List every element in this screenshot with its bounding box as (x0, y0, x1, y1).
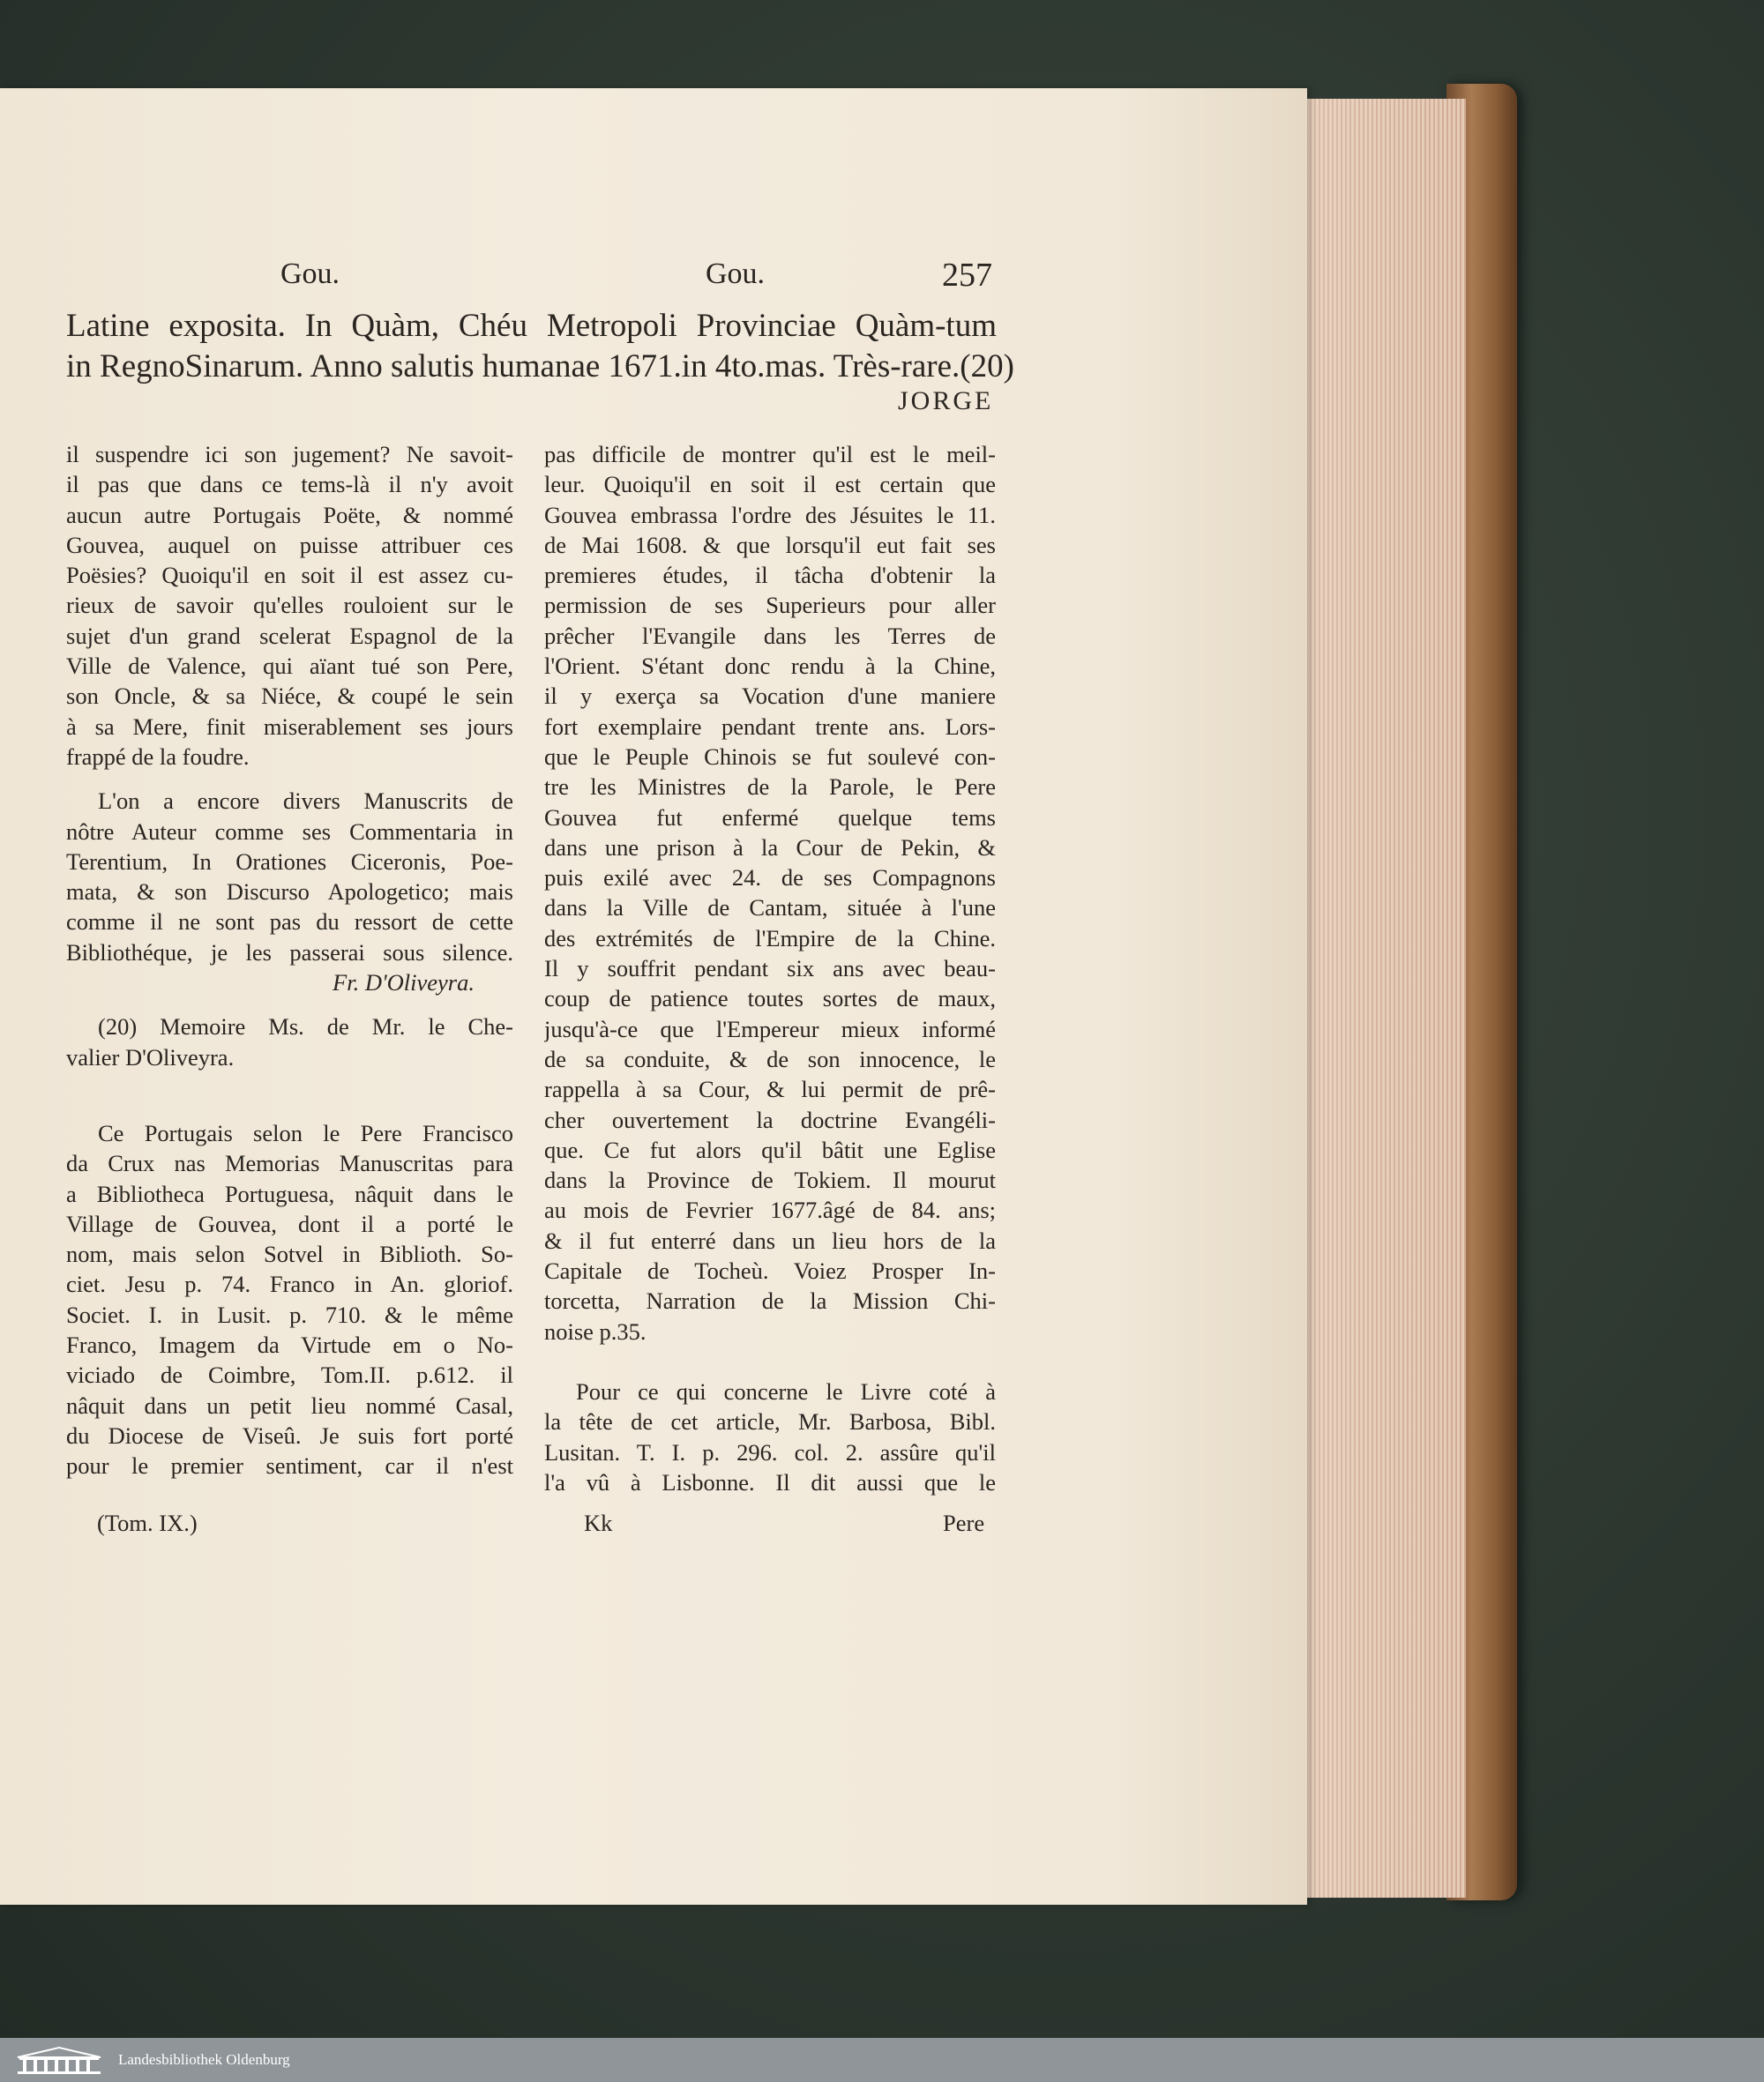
text-line: mata, & son Discurso Apologetico; mais (66, 878, 513, 906)
left-column (66, 439, 513, 1481)
text-line: cher ouvertement la doctrine Evangéli- (544, 1106, 996, 1133)
text-line: Terentium, In Orationes Ciceronis, Poe- (66, 847, 513, 875)
text-line: Poësies? Quoiqu'il en soit il est assez cu- (66, 562, 513, 589)
library-footer-bar (0, 2038, 1764, 2082)
text-line: nôtre Auteur comme ses Commentaria in (66, 817, 513, 845)
footnote-line: valier D'Oliveyra. (66, 1043, 235, 1071)
catchword-top: JORGE (898, 386, 994, 415)
signature-mark: Kk (584, 1510, 613, 1536)
text-line: L'on a encore divers Manuscrits de (98, 787, 513, 815)
text-line: il y exerça sa Vocation d'une maniere (544, 683, 996, 710)
text-line: a Bibliotheca Portuguesa, nâquit dans le (66, 1180, 513, 1207)
text-line: Village de Gouvea, dont il a porté le (66, 1210, 513, 1237)
text-line: viciado de Coimbre, Tom.II. p.612. il (66, 1362, 513, 1389)
text-line: Pour ce qui concerne le Livre coté à (576, 1377, 996, 1405)
text-line: da Crux nas Memorias Manuscritas para (66, 1150, 513, 1177)
text-line: Lusitan. T. I. p. 296. col. 2. assûre qu'il (544, 1438, 996, 1466)
text-line: torcetta, Narration de la Mission Chi- (544, 1287, 996, 1315)
text-line: prêcher l'Evangile dans les Terres de (544, 622, 996, 649)
text-line: que le Peuple Chinois se fut soulevé con- (544, 743, 996, 770)
text-line: Societ. I. in Lusit. p. 710. & le même (66, 1301, 513, 1328)
text-line: des extrémités de l'Empire de la Chine. (544, 924, 996, 951)
text-line: frappé de la foudre. (66, 743, 250, 770)
text-line: dans la Province de Tokiem. Il mourut (544, 1167, 996, 1194)
text-line: au mois de Fevrier 1677.âgé de 84. ans; (544, 1197, 996, 1224)
text-line: sujet d'un grand scelerat Espagnol de la (66, 622, 513, 649)
text-line: fort exemplaire pendant trente ans. Lors- (544, 713, 996, 740)
text-line: du Diocese de Viseû. Je suis fort porté (66, 1422, 513, 1449)
text-line: Capitale de Tocheù. Voiez Prosper In- (544, 1257, 996, 1285)
text-line: tre les Ministres de la Parole, le Pere (544, 773, 996, 801)
text-line: à sa Mere, finit miserablement ses jours (66, 713, 513, 740)
catchword-bottom: Pere (943, 1510, 985, 1536)
library-building-icon (11, 2045, 108, 2075)
signature-line: Fr. D'Oliveyra. (333, 969, 475, 996)
text-line: coup de patience toutes sortes de maux, (544, 985, 996, 1012)
running-header-left: Gou. (280, 257, 340, 290)
text-line: comme il ne sont pas du ressort de cette (66, 908, 513, 936)
right-column (544, 439, 996, 1497)
page-fore-edge (1304, 99, 1466, 1898)
text-line: son Oncle, & sa Niéce, & coupé le sein (66, 683, 513, 710)
text-line: rappella à sa Cour, & lui permit de prê- (544, 1076, 996, 1103)
text-line: Il y souffrit pendant six ans avec beau- (544, 955, 996, 982)
text-line: Bibliothéque, je les passerai sous silence. (66, 938, 513, 966)
text-line: pas difficile de montrer qu'il est le meil- (544, 441, 996, 467)
text-line: nâquit dans un petit lieu nommé Casal, (66, 1392, 513, 1419)
text-line: Ce Portugais selon le Pere Francisco (98, 1119, 513, 1146)
page-number: 257 (942, 257, 992, 294)
text-line: dans une prison à la Cour de Pekin, & (544, 833, 996, 861)
text-line: ciet. Jesu p. 74. Franco in An. gloriof. (66, 1271, 513, 1298)
title-line-2: in RegnoSinarum. Anno salutis humanae 1671.in 4to.mas. Très-rare.(20) (66, 348, 1014, 384)
text-line: premieres études, il tâcha d'obtenir la (544, 562, 996, 589)
text-line: Franco, Imagem da Virtude em o No- (66, 1332, 513, 1359)
text-line: Gouvea fut enfermé quelque tems (544, 803, 996, 831)
text-line: Ville de Valence, qui aïant tué son Pere, (66, 653, 513, 680)
title-line-1: Latine exposita. In Quàm, Chéu Metropoli Provinciae Quàm-tum (66, 308, 997, 344)
text-line: & il fut enterré dans un lieu hors de la (544, 1227, 996, 1254)
text-line: de sa conduite, & de son innocence, le (544, 1045, 996, 1072)
volume-note: (Tom. IX.) (97, 1510, 198, 1536)
text-line: l'a vû à Lisbonne. Il dit aussi que le (544, 1468, 996, 1496)
running-header-middle: Gou. (706, 257, 766, 290)
text-line: puis exilé avec 24. de ses Compagnons (544, 864, 996, 892)
text-line: que. Ce fut alors qu'il bâtit une Eglise (544, 1136, 996, 1163)
text-line: leur. Quoiqu'il en soit il est certain que (544, 471, 996, 498)
footnote-line: (20) Memoire Ms. de Mr. le Che- (98, 1013, 513, 1041)
text-line: noise p.35. (544, 1317, 647, 1345)
text-line: Gouvea, auquel on puisse attribuer ces (66, 531, 513, 558)
text-line: pour le premier sentiment, car il n'est (66, 1452, 513, 1480)
text-line: il pas que dans ce tems-là il n'y avoit (66, 471, 513, 498)
text-line: dans la Ville de Cantam, située à l'une (544, 894, 996, 922)
text-line: aucun autre Portugais Poëte, & nommé (66, 501, 513, 528)
text-line: Gouvea embrassa l'ordre des Jésuites le 11. (544, 501, 996, 528)
text-line: l'Orient. S'étant donc rendu à la Chine, (544, 653, 996, 680)
text-line: permission de ses Superieurs pour aller (544, 592, 996, 619)
text-line: la tête de cet article, Mr. Barbosa, Bibl. (544, 1408, 996, 1436)
text-line: nom, mais selon Sotvel in Biblioth. So- (66, 1241, 513, 1268)
text-line: rieux de savoir qu'elles rouloient sur le (66, 592, 513, 619)
text-line: de Mai 1608. & que lorsqu'il eut fait ses (544, 531, 996, 558)
library-name: Landesbibliothek Oldenburg (118, 2051, 290, 2068)
text-line: il suspendre ici son jugement? Ne savoit- (66, 441, 513, 467)
text-line: jusqu'à-ce que l'Empereur mieux informé (544, 1015, 996, 1042)
